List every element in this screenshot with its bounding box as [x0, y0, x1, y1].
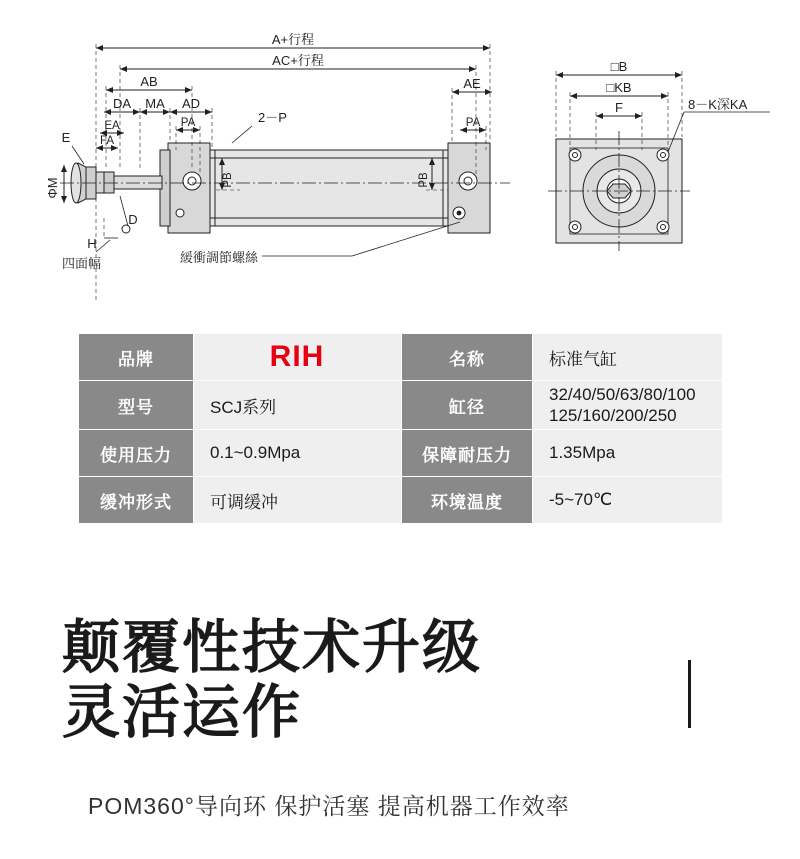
- dim-b: □B: [610, 59, 628, 74]
- spec-label-working-pressure: 使用压力: [79, 430, 194, 477]
- headline-line-2: 灵活运作: [62, 679, 303, 745]
- spec-value-proof-pressure: 1.35Mpa: [533, 430, 723, 477]
- brand-logo-text: RIH: [269, 340, 325, 373]
- dim-pa-left: PA: [180, 117, 196, 129]
- dim-ab: AB: [140, 74, 158, 89]
- dim-f: F: [615, 100, 623, 115]
- spec-value-working-pressure: 0.1~0.9Mpa: [194, 430, 402, 477]
- cylinder-drawing-svg: [0, 0, 800, 310]
- dim-fa: FA: [99, 135, 115, 147]
- spec-label-bore: 缸径: [402, 381, 533, 430]
- dim-e: E: [61, 130, 71, 145]
- label-four-side-width: 四面幅: [62, 256, 102, 271]
- spec-value-cushion-type: 可调缓冲: [194, 477, 402, 524]
- technical-drawing: [0, 0, 800, 310]
- dim-h: H: [87, 236, 97, 251]
- dim-ma: MA: [145, 96, 165, 111]
- spec-value-bore: [533, 381, 723, 430]
- headline-line-1: 颠覆性技术升级: [62, 615, 483, 680]
- dim-ea: EA: [104, 120, 120, 132]
- dim-two-p: 2－P: [258, 110, 287, 125]
- spec-value-brand: [194, 334, 402, 381]
- spec-label-name: 名称: [402, 334, 533, 381]
- table-row: [79, 334, 723, 381]
- spec-label-model: 型号: [79, 381, 194, 430]
- spec-value-model: SCJ系列: [194, 381, 402, 430]
- spec-label-proof-pressure: 保障耐压力: [402, 430, 533, 477]
- dim-pa-right: PA: [465, 117, 481, 129]
- specification-table: [78, 333, 723, 524]
- dim-pb-left: PB: [222, 172, 234, 188]
- spec-value-ambient-temperature: -5~70℃: [533, 477, 723, 524]
- spec-label-brand: 品牌: [79, 334, 194, 381]
- dim-8k-depth-ka: 8－K深KA: [688, 97, 748, 112]
- subheadline: POM360°导向环 保护活塞 提高机器工作效率: [88, 793, 570, 819]
- table-row: [79, 477, 723, 524]
- label-cushion-adjust-screw: 緩衝調節螺絲: [179, 250, 258, 265]
- dim-pb-right: PB: [418, 172, 430, 188]
- dim-d: D: [128, 212, 138, 227]
- dim-ae: AE: [463, 76, 481, 91]
- spec-label-cushion-type: 缓冲形式: [79, 477, 194, 524]
- dim-kb: □KB: [606, 80, 632, 95]
- dim-da: DA: [112, 96, 132, 111]
- spec-label-ambient-temperature: 环境温度: [402, 477, 533, 524]
- dim-ad: AD: [181, 96, 201, 111]
- headline: [62, 616, 482, 746]
- spec-value-bore-line1: 32/40/50/63/80/100: [549, 384, 696, 404]
- spec-value-name: 标准气缸: [533, 334, 723, 381]
- table-row: [79, 381, 723, 430]
- dim-ac-stroke: AC+行程: [272, 53, 324, 68]
- accent-divider: [688, 660, 691, 728]
- dim-a-stroke: A+行程: [271, 32, 315, 47]
- spec-value-bore-line2: 125/160/200/250: [549, 406, 677, 425]
- table-row: [79, 430, 723, 477]
- dim-phi-m: ΦM: [45, 177, 60, 199]
